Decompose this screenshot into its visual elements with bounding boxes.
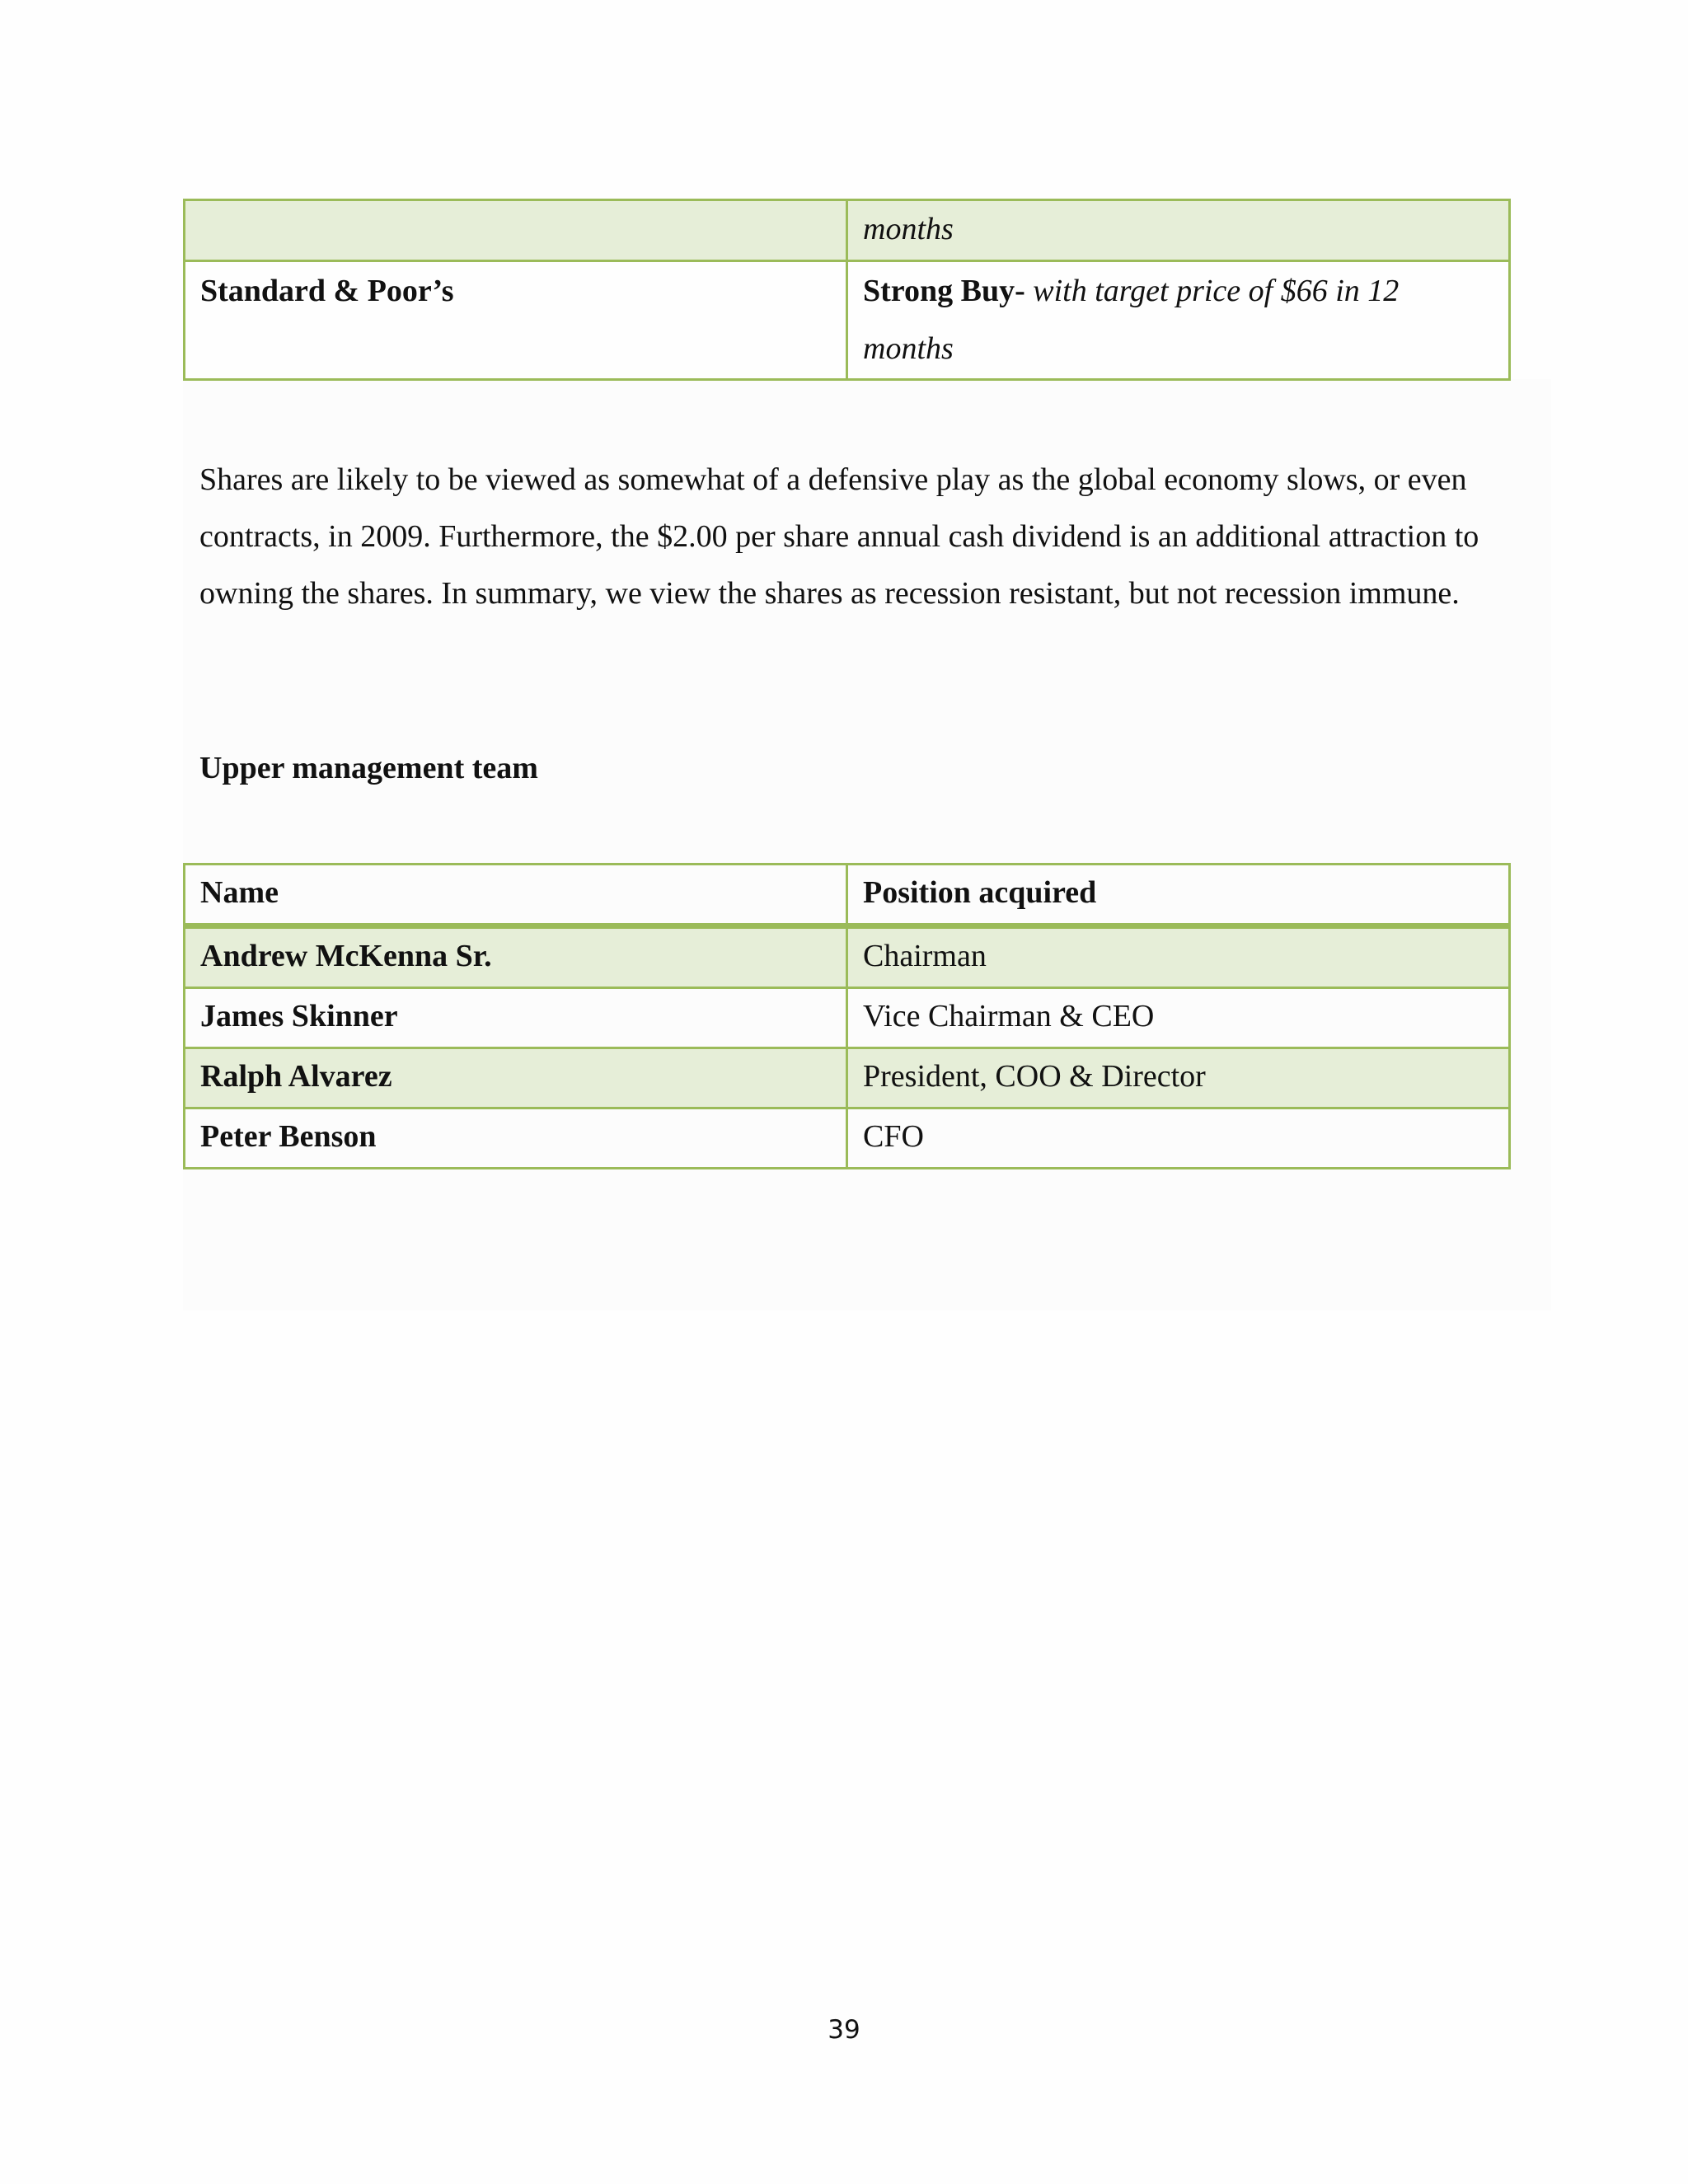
rating-source-cell: Standard & Poor’s (185, 261, 847, 380)
rating-detail: months (863, 212, 954, 246)
table-row (185, 988, 1510, 1048)
executive-name-cell: James Skinner (185, 988, 847, 1048)
rating-value-cell (847, 200, 1510, 261)
rating-source-cell (185, 200, 847, 261)
rating-value-cell (847, 261, 1510, 380)
page-number: 39 (828, 2015, 860, 2045)
executive-name-cell: Ralph Alvarez (185, 1048, 847, 1108)
executive-position-cell: President, COO & Director (847, 1048, 1510, 1108)
rating-label: Strong Buy- (863, 274, 1025, 308)
table-row (185, 261, 1510, 380)
table-row (185, 926, 1510, 988)
table-header-row (185, 865, 1510, 926)
executive-position-cell: Chairman (847, 926, 1510, 988)
table-row (185, 200, 1510, 261)
table-row (185, 1048, 1510, 1108)
analyst-ratings-table (183, 199, 1511, 381)
rating-detail: with target price of $66 in 12 months (863, 274, 1400, 366)
column-header-name: Name (185, 865, 847, 926)
section-heading: Upper management team (199, 751, 538, 785)
management-team-table (183, 863, 1511, 1169)
body-paragraph: Shares are likely to be viewed as somewhat of a defensive play as the global economy slows, or even contracts, in 2009. Furthermore, the $2.00 per share annual cash dividend is an additional attraction to owning the shares. In summary, we view the shares as recession resistant, but not recession immune. (199, 462, 1479, 611)
executive-name-cell: Peter Benson (185, 1108, 847, 1169)
table-row (185, 1108, 1510, 1169)
executive-name-cell: Andrew McKenna Sr. (185, 926, 847, 988)
column-header-position: Position acquired (847, 865, 1510, 926)
executive-position-cell: CFO (847, 1108, 1510, 1169)
executive-position-cell: Vice Chairman & CEO (847, 988, 1510, 1048)
